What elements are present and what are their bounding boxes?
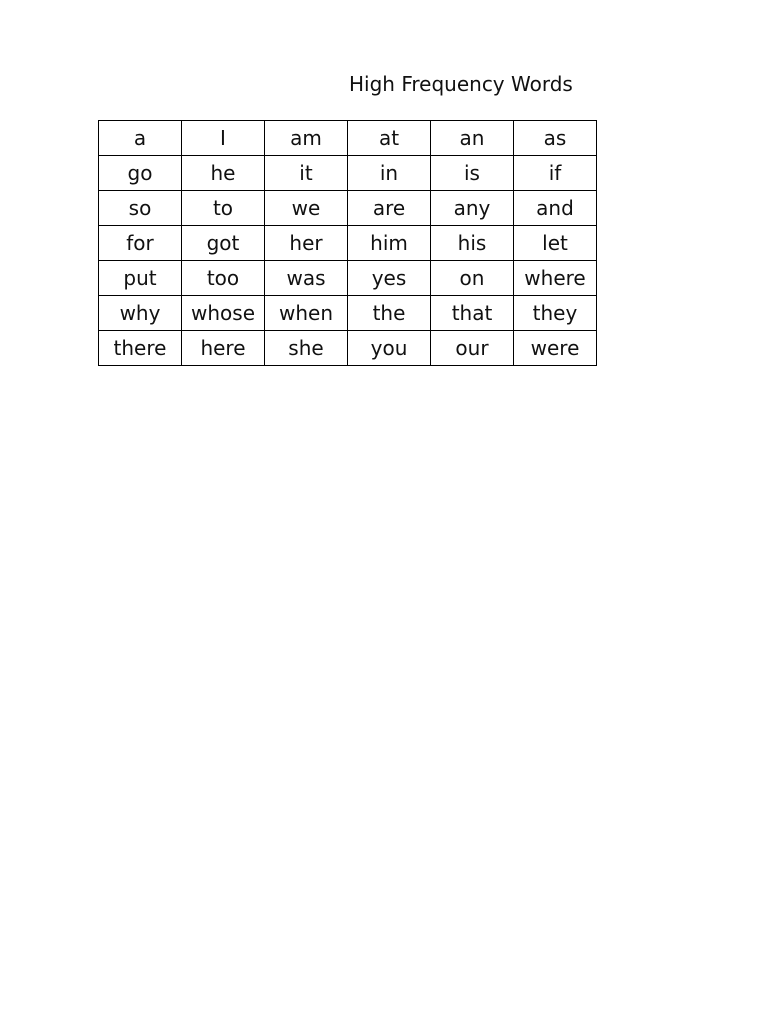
- table-cell: I: [182, 121, 265, 156]
- table-row: [99, 121, 597, 156]
- table-row: [99, 261, 597, 296]
- table-cell: there: [99, 331, 182, 366]
- table-cell: why: [99, 296, 182, 331]
- table-cell: it: [265, 156, 348, 191]
- word-table: [98, 120, 597, 366]
- table-row: [99, 296, 597, 331]
- table-cell: you: [348, 331, 431, 366]
- page-title: High Frequency Words: [349, 72, 573, 96]
- table-cell: she: [265, 331, 348, 366]
- table-cell: yes: [348, 261, 431, 296]
- table-cell: his: [431, 226, 514, 261]
- table-cell: go: [99, 156, 182, 191]
- table-cell: the: [348, 296, 431, 331]
- table-cell: he: [182, 156, 265, 191]
- table-cell: an: [431, 121, 514, 156]
- table-cell: as: [514, 121, 597, 156]
- table-cell: a: [99, 121, 182, 156]
- table-cell: when: [265, 296, 348, 331]
- table-cell: too: [182, 261, 265, 296]
- table-cell: whose: [182, 296, 265, 331]
- table-cell: and: [514, 191, 597, 226]
- table-cell: where: [514, 261, 597, 296]
- table-row: [99, 156, 597, 191]
- table-cell: him: [348, 226, 431, 261]
- table-row: [99, 226, 597, 261]
- table-row: [99, 331, 597, 366]
- table-cell: are: [348, 191, 431, 226]
- table-cell: our: [431, 331, 514, 366]
- table-cell: here: [182, 331, 265, 366]
- table-cell: on: [431, 261, 514, 296]
- table-cell: we: [265, 191, 348, 226]
- table-cell: her: [265, 226, 348, 261]
- table-cell: got: [182, 226, 265, 261]
- table-cell: let: [514, 226, 597, 261]
- table-cell: they: [514, 296, 597, 331]
- table-cell: in: [348, 156, 431, 191]
- table-cell: that: [431, 296, 514, 331]
- table-cell: is: [431, 156, 514, 191]
- table-cell: so: [99, 191, 182, 226]
- table-cell: at: [348, 121, 431, 156]
- table-cell: any: [431, 191, 514, 226]
- table-cell: am: [265, 121, 348, 156]
- table-cell: were: [514, 331, 597, 366]
- table-cell: if: [514, 156, 597, 191]
- table-row: [99, 191, 597, 226]
- table-cell: to: [182, 191, 265, 226]
- table-cell: was: [265, 261, 348, 296]
- table-cell: put: [99, 261, 182, 296]
- table-cell: for: [99, 226, 182, 261]
